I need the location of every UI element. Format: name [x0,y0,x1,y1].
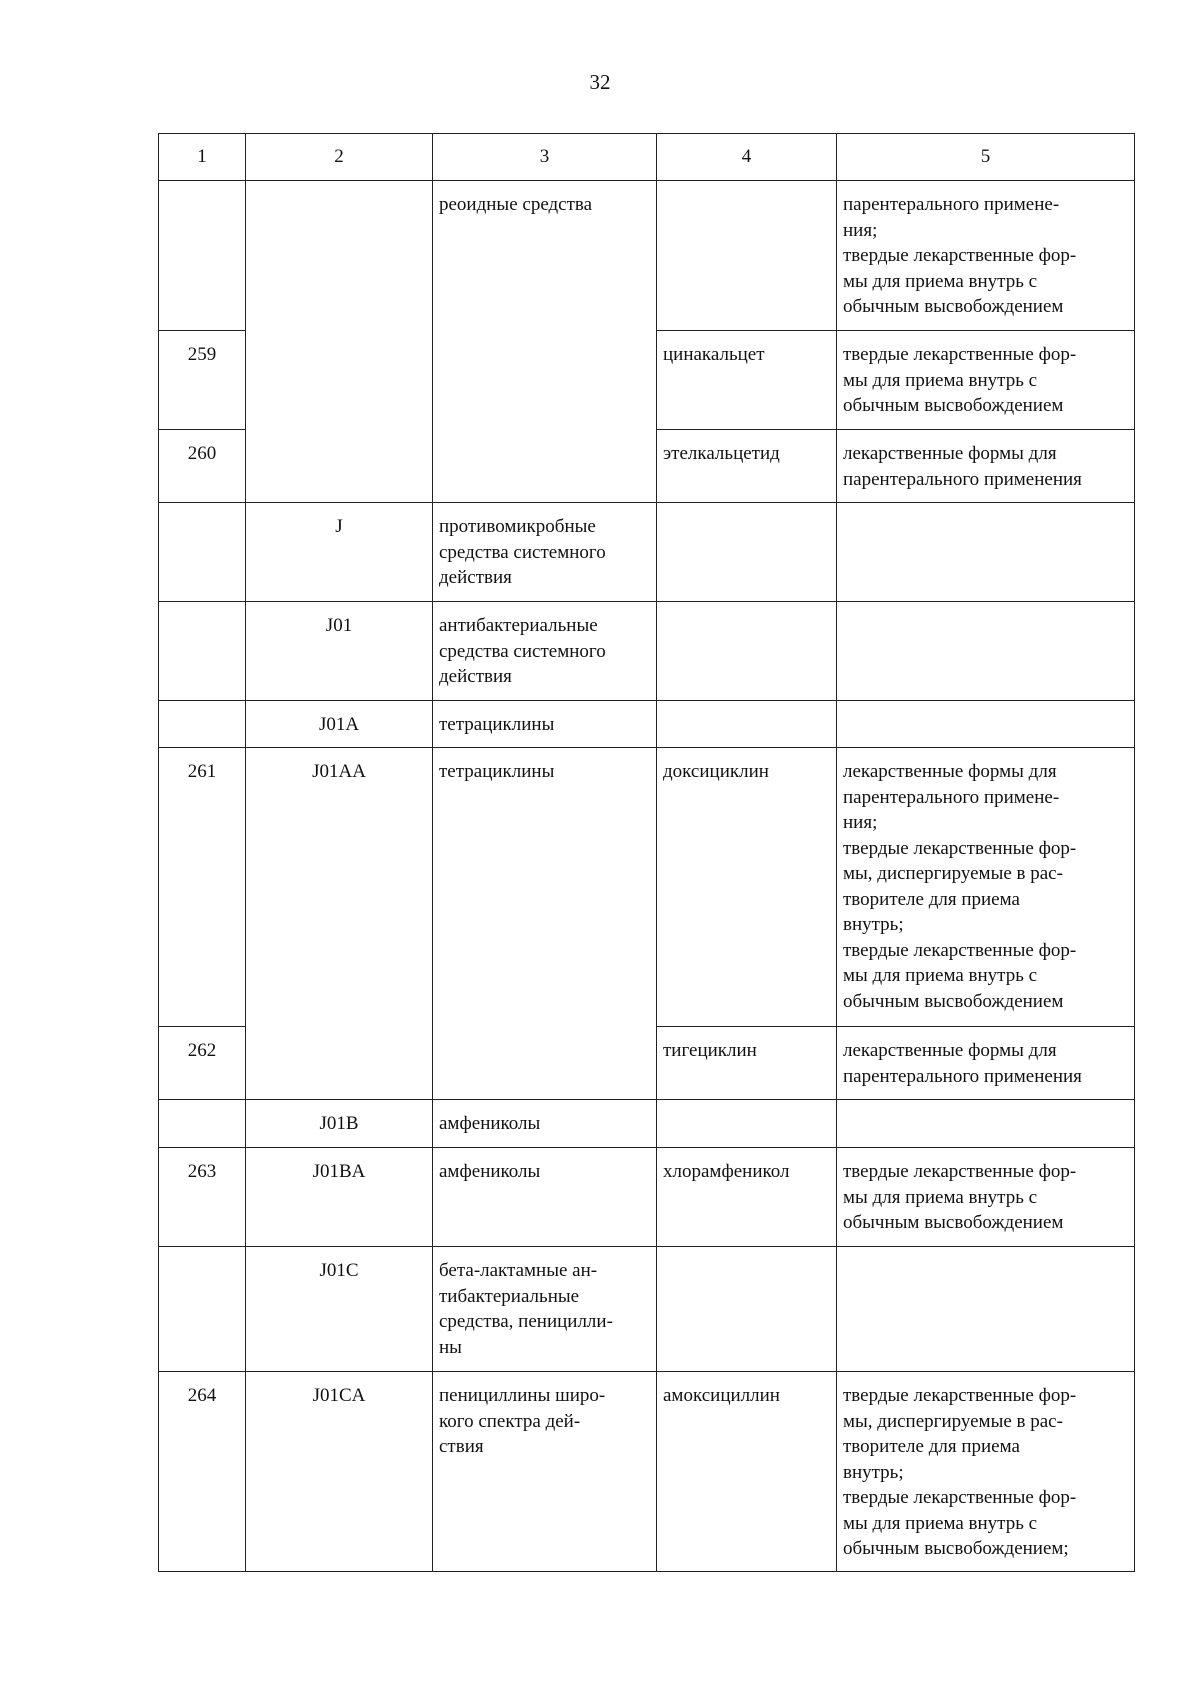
drug-name-cell [657,602,837,701]
drug-name-cell: доксициклин [657,748,837,1027]
drug-name-cell: этелкальцетид [657,430,837,503]
drug-name-cell [657,181,837,331]
row-number-cell [159,602,246,701]
dosage-form-cell [837,503,1135,602]
table-row [159,1148,1135,1247]
atc-group-cell: амфениколы [433,1100,657,1148]
drug-name-cell [657,1100,837,1148]
table-row [159,181,1135,331]
row-number-cell: 263 [159,1148,246,1247]
table-row [159,503,1135,602]
atc-group-cell: бета-лактамные ан- тибактериальные средства, пеницилли- ны [433,1247,657,1372]
row-number-cell [159,503,246,602]
drug-name-cell: амоксициллин [657,1372,837,1572]
table-row [159,701,1135,748]
dosage-form-cell: лекарственные формы для парентерального применения [837,430,1135,503]
dosage-form-cell [837,1100,1135,1148]
dosage-form-cell: твердые лекарственные фор- мы, диспергируемые в рас- творителе для приема внутрь; твердые лекарственные фор- мы для приема внутрь с обычным высвобождением; [837,1372,1135,1572]
atc-group-cell: антибактериальные средства системного действия [433,602,657,701]
dosage-form-cell: лекарственные формы для парентерального примене- ния; твердые лекарственные фор- мы, диспергируемые в рас- творителе для приема внутрь; твердые лекарственные фор- мы для приема внутрь с обычным высвобождением [837,748,1135,1027]
drug-name-cell [657,701,837,748]
drug-name-cell: цинакальцет [657,331,837,430]
atc-code-cell: J01AA [246,748,433,1100]
drug-name-cell [657,1247,837,1372]
row-number-cell [159,701,246,748]
atc-code-cell: J [246,503,433,602]
dosage-form-cell: твердые лекарственные фор- мы для приема внутрь с обычным высвобождением [837,331,1135,430]
row-number-cell: 264 [159,1372,246,1572]
drug-name-cell: тигециклин [657,1027,837,1100]
row-number-cell [159,1100,246,1148]
atc-code-cell: J01A [246,701,433,748]
dosage-form-cell: твердые лекарственные фор- мы для приема внутрь с обычным высвобождением [837,1148,1135,1247]
dosage-form-cell [837,602,1135,701]
row-number-cell [159,181,246,331]
drug-list-table [158,133,1135,1572]
atc-group-cell: амфениколы [433,1148,657,1247]
table-row [159,602,1135,701]
table-row [159,1372,1135,1572]
dosage-form-cell [837,1247,1135,1372]
column-header: 5 [837,134,1135,181]
dosage-form-cell [837,701,1135,748]
atc-group-cell: тетрациклины [433,748,657,1100]
dosage-form-cell: лекарственные формы для парентерального применения [837,1027,1135,1100]
drug-name-cell [657,503,837,602]
atc-code-cell: J01B [246,1100,433,1148]
column-header: 3 [433,134,657,181]
row-number-cell: 259 [159,331,246,430]
table-row [159,1100,1135,1148]
column-header: 4 [657,134,837,181]
dosage-form-cell: парентерального примене- ния; твердые лекарственные фор- мы для приема внутрь с обычным высвобождением [837,181,1135,331]
atc-code-cell: J01CA [246,1372,433,1572]
table-header-row [159,134,1135,181]
atc-group-cell: противомикробные средства системного действия [433,503,657,602]
page-number: 32 [589,70,611,94]
atc-group-cell: тетрациклины [433,701,657,748]
row-number-cell: 262 [159,1027,246,1100]
table-row [159,748,1135,1027]
atc-group-cell: реоидные средства [433,181,657,503]
atc-code-cell: J01BA [246,1148,433,1247]
row-number-cell: 260 [159,430,246,503]
atc-group-cell: пенициллины широ- кого спектра дей- ствия [433,1372,657,1572]
row-number-cell: 261 [159,748,246,1027]
column-header: 2 [246,134,433,181]
atc-code-cell: J01 [246,602,433,701]
drug-name-cell: хлорамфеникол [657,1148,837,1247]
row-number-cell [159,1247,246,1372]
atc-code-cell: J01C [246,1247,433,1372]
atc-code-cell [246,181,433,503]
column-header: 1 [159,134,246,181]
table-row [159,1247,1135,1372]
